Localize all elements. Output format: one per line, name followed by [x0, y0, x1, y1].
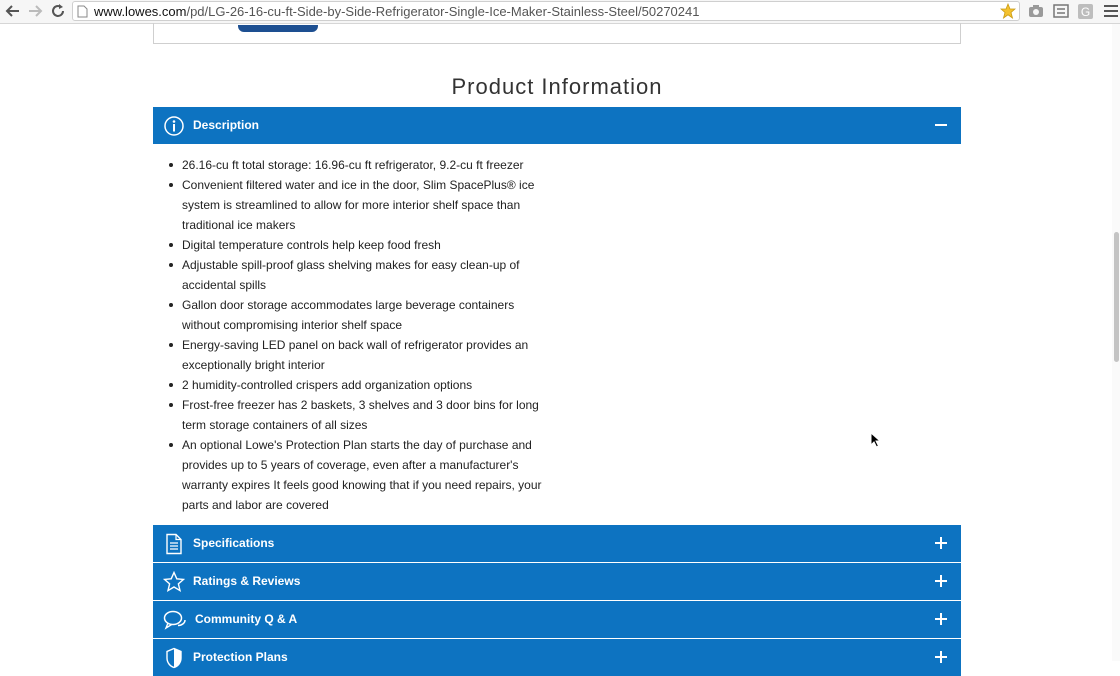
scrollbar-thumb[interactable]	[1114, 232, 1119, 362]
accordion-ratings-reviews-label: Ratings & Reviews	[193, 574, 301, 588]
document-icon	[163, 533, 185, 555]
address-bar[interactable]	[72, 1, 1020, 21]
section-title: Product Information	[451, 74, 663, 99]
url-path: /pd/LG-26-16-cu-ft-Side-by-Side-Refrigerator-Single-Ice-Maker-Stainless-Steel/50270241	[186, 4, 700, 19]
mouse-cursor-icon	[870, 432, 882, 448]
back-arrow-icon[interactable]	[4, 2, 22, 20]
description-list	[182, 155, 554, 515]
reload-icon[interactable]	[49, 2, 67, 20]
list-item: Frost-free freezer has 2 baskets, 3 shelves and 3 door bins for long term storage containers of all sizes	[182, 395, 554, 435]
menu-icon[interactable]	[1103, 2, 1119, 20]
expand-plus-icon[interactable]	[935, 651, 947, 663]
list-item: An optional Lowe's Protection Plan starts the day of purchase and provides up to 5 years of coverage, even after a manufacturer's warranty expires It feels good knowing that if you need repairs, your parts and labor are covered	[182, 435, 554, 515]
accordion-protection-plans[interactable]	[153, 639, 961, 676]
bookmark-star-icon[interactable]	[1000, 3, 1016, 19]
expand-plus-icon[interactable]	[935, 575, 947, 587]
accordion-description[interactable]	[153, 107, 961, 144]
page-scrollbar[interactable]	[1112, 24, 1120, 661]
accordion-ratings-reviews[interactable]	[153, 563, 961, 600]
list-item: 2 humidity-controlled crispers add organization options	[182, 375, 554, 395]
accordion-specifications[interactable]	[153, 525, 961, 562]
collapse-minus-icon[interactable]	[935, 119, 947, 131]
accordion-community-qa-label: Community Q & A	[195, 612, 298, 626]
list-item: Digital temperature controls help keep food fresh	[182, 235, 554, 255]
product-image-fragment	[238, 25, 318, 32]
shield-icon	[163, 647, 185, 669]
list-item: Energy-saving LED panel on back wall of refrigerator provides an exceptionally bright interior	[182, 335, 554, 375]
star-icon	[163, 571, 185, 593]
url-host: www.lowes.com	[94, 4, 187, 19]
extension-g-icon[interactable]	[1077, 2, 1095, 20]
fullscreen-icon[interactable]	[1052, 2, 1070, 20]
accordion-community-qa[interactable]	[153, 601, 961, 638]
chat-bubbles-icon	[163, 609, 187, 631]
accordion-protection-plans-label: Protection Plans	[193, 650, 288, 664]
forward-arrow-icon[interactable]	[26, 2, 44, 20]
accordion-description-label: Description	[193, 118, 260, 132]
info-icon	[163, 115, 185, 137]
camera-icon[interactable]	[1027, 2, 1045, 20]
list-item: 26.16-cu ft total storage: 16.96-cu ft refrigerator, 9.2-cu ft freezer	[182, 155, 554, 175]
list-item: Convenient filtered water and ice in the door, Slim SpacePlus® ice system is streamlined to allow for more interior shelf space than traditional ice makers	[182, 175, 554, 235]
page-icon	[77, 5, 88, 18]
svg-text:G: G	[1080, 5, 1091, 19]
list-item: Gallon door storage accommodates large beverage containers without compromising interior shelf space	[182, 295, 554, 335]
expand-plus-icon[interactable]	[935, 537, 947, 549]
browser-toolbar	[0, 0, 1120, 24]
accordion-specifications-label: Specifications	[193, 536, 275, 550]
previous-section-box	[153, 23, 961, 44]
address-bar-url	[94, 4, 699, 19]
list-item: Adjustable spill-proof glass shelving makes for easy clean-up of accidental spills	[182, 255, 554, 295]
expand-plus-icon[interactable]	[935, 613, 947, 625]
